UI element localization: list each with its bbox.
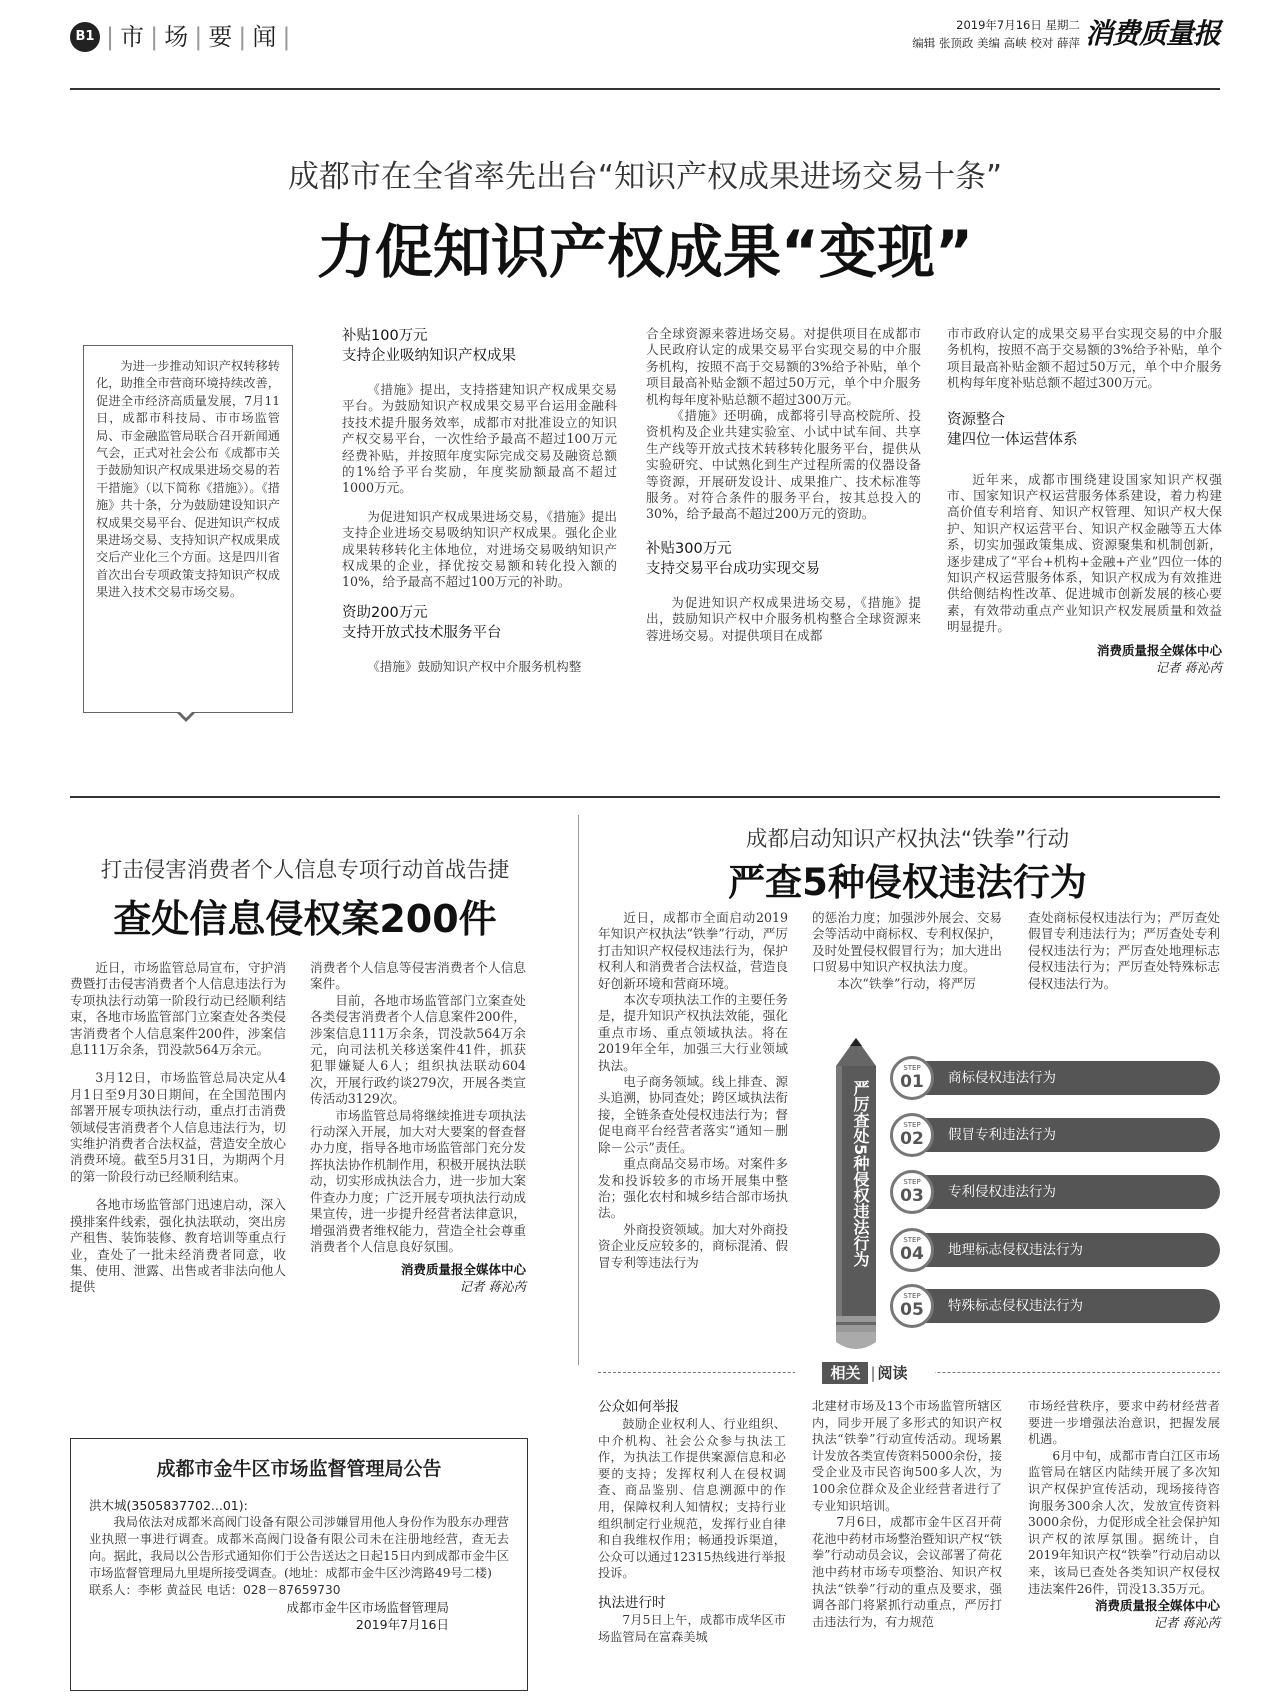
step-item	[890, 1228, 1220, 1270]
subhead: 资助200万元	[342, 604, 428, 621]
section-char: 闻	[252, 23, 277, 51]
step-item	[890, 1284, 1220, 1326]
related-col1	[598, 1398, 786, 1698]
notice-date: 2019年7月16日	[355, 1617, 449, 1632]
related-col3	[1028, 1398, 1220, 1698]
section-rule	[70, 796, 1220, 798]
paragraph: 《措施》还明确，成都将引导高校院所、投资机构及企业共建实验室、小试中试车间、共享生产线等开放式技术转移转化服务平台，提供从实验研究、中试熟化到生产过程所需的仪器设备等资源，开展研发设计、成果推广、技术标准等服务。对符合条件的服务平台，按其总投入的30%，给予最高不超过200万元的资助。	[646, 408, 921, 522]
reporter-name	[310, 1278, 526, 1295]
step-number: 03	[900, 1186, 924, 1206]
paragraph: 《措施》鼓励知识产权中介服务机构整	[367, 658, 582, 674]
step-caption: STEP	[903, 1121, 921, 1129]
paragraph: 近日，市场监管总局宣布，守护消费暨打击侵害消费者个人信息违法行为专项执法行动第一阶段行动已经顺利结束，各地市场监管部门立案查处各类侵害消费者个人信息案件200件，涉案信息111万余条，罚没款564万余元。	[70, 960, 286, 1058]
subhead: 补贴100万元	[342, 328, 428, 344]
paragraph: 近日，成都市全面启动2019年知识产权执法“铁拳”行动，严厉打击知识产权侵权违法行为，保护权利人和消费者合法权益，营造良好创新环境和营商环境。	[598, 910, 788, 991]
subhead: 资源整合	[947, 411, 1005, 428]
paragraph: 的惩治力度；加强涉外展会、交易会等活动中商标权、专利权保护，及时处置侵权假冒行为；加大进出口贸易中知识产权执法力度。	[812, 910, 1002, 975]
paragraph: 7月6日，成都市金牛区召开荷花池中药材市场整治暨知识产权“铁拳”行动动员会议，会议部署了荷花池中药材市场专项整治、知识产权执法“铁拳”行动的重点及要求，强调各部门将紧抓行动重点，严厉打击违法行为，有力规范	[812, 1515, 1002, 1629]
lead-box-pointer-inner	[178, 710, 194, 718]
paragraph: 电子商务领域。线上排查、源头追溯，协同查处；跨区域执法衔接，全链条查处侵权违法行为；督促电商平台经营者落实“通知－删除－公示”责任。	[598, 1074, 788, 1155]
step-label: 特殊标志侵权违法行为	[920, 1289, 1220, 1323]
step-badge	[890, 1056, 934, 1100]
paragraph: 查处商标侵权违法行为；严厉查处假冒专利违法行为；严厉查处专利侵权违法行为；严厉查处地理标志侵权违法行为；严厉查处特殊标志侵权违法行为。	[1028, 910, 1220, 991]
step-number: 04	[900, 1244, 924, 1264]
byline: 消费质量报全媒体中心	[1094, 1598, 1220, 1614]
step-number: 02	[900, 1129, 924, 1149]
notice-signer: 成都市金牛区市场监督管理局	[286, 1600, 449, 1615]
byline: 消费质量报全媒体中心	[400, 1262, 526, 1278]
reporter-name	[1028, 1614, 1220, 1631]
reporter-text: 记者 蒋沁芮	[1155, 659, 1222, 675]
article3-kicker: 成都启动知识产权执法“铁拳”行动	[745, 827, 1070, 852]
paragraph: 本次“铁拳”行动，将严厉	[837, 975, 977, 991]
subhead: 建四位一体运营体系	[947, 431, 1078, 448]
subhead: 公众如何举报	[598, 1399, 679, 1415]
notice-body: 我局依法对成都米高阀门设备有限公司涉嫌冒用他人身份作为股东办理营业执照一事进行调查。成都米高阀门设备有限公司未在注册地经营，查无去向。据此，我局以公告形式通知你们于公告送达之日起15日内到成都市金牛区市场监督管理局九里堤所接受调查。(地址：成都市金牛区沙湾路49号二楼)	[89, 1515, 509, 1580]
step-caption: STEP	[903, 1236, 921, 1244]
article2-col1	[70, 960, 286, 1395]
paragraph: 外商投资领域。加大对外商投资企业反应较多的，商标混淆、假冒专利等违法行为	[598, 1221, 788, 1270]
paragraph: 市场监管总局将继续推进专项执法行动深入开展，加大对大要案的督查督办力度，指导各地市场监管部门充分发挥执法协作机制作用，积极开展执法联动，切实形成执法合力，进一步加大案件查办力度；广泛开展专项执法行动成果宣传，进一步提升经营者法律意识，增强消费者维权能力，营造全社会尊重消费者个人信息良好氛围。	[310, 1107, 526, 1254]
page-header	[70, 10, 1220, 60]
step-item	[890, 1056, 1220, 1098]
related-tag-b: 阅读	[877, 1364, 908, 1382]
step-number: 01	[900, 1072, 924, 1092]
paragraph: 各地市场监管部门迅速启动，深入摸排案件线索，强化执法联动，突出房产租售、装饰装修、教育培训等重点行业，查处了一批未经消费者同意，收集、使用、泄露、出售或者非法向他人提供	[70, 1197, 286, 1295]
pencil-text: 严厉查处5种侵权违法行为	[851, 1080, 870, 1268]
section-char: 要	[208, 23, 233, 51]
step-badge	[890, 1170, 934, 1214]
step-item	[890, 1170, 1220, 1212]
paragraph: 本次专项执法工作的主要任务是，提升知识产权执法效能，强化重点市场、重点领域执法。将在2019年全年，加强三大行业领域执法。	[598, 992, 788, 1073]
section-divider: |	[238, 23, 247, 51]
section-divider: |	[282, 23, 291, 51]
related-tag-a: 相关	[822, 1362, 868, 1384]
page-number-badge: B1	[70, 22, 100, 52]
paragraph: 目前，各地市场监管部门立案查处各类侵害消费者个人信息案件200件，涉案信息111万余条，罚没款564万余元，向司法机关移送案件41件，抓获犯罪嫌疑人6人；组织执法联动604次，开展行政约谈279次，开展各类宣传活动3129次。	[310, 992, 526, 1107]
paragraph: 《措施》提出，支持搭建知识产权成果交易平台。为鼓励知识产权成果交易平台运用金融科技技术提升服务效率，成都市对批准设立的知识产权交易平台，一次性给予最高不超过100万元经费补贴，并按照年度实际完成交易及融资总额的1%给予平台奖励，年度奖励额最高不超过1000万元。	[342, 382, 617, 496]
pencil-graphic	[828, 1038, 884, 1356]
article1-col1	[342, 326, 617, 746]
article1-col3	[947, 326, 1222, 746]
related-col2	[812, 1398, 1002, 1698]
article1-kicker: 成都市在全省率先出台“知识产权成果进场交易十条”	[287, 159, 1003, 195]
subhead: 执法进行时	[598, 1594, 666, 1611]
article1-lead-box	[83, 345, 293, 713]
editor-credits: 编辑 张顶政 美编 高峡 校对 薛萍	[912, 36, 1080, 50]
byline: 消费质量报全媒体中心	[1096, 642, 1222, 658]
article3-col1	[598, 910, 788, 1340]
notice-title: 成都市金牛区市场监督管理局公告	[156, 1458, 442, 1480]
step-caption: STEP	[903, 1178, 921, 1186]
step-item	[890, 1113, 1220, 1155]
reporter-text: 记者 蒋沁芮	[459, 1279, 526, 1295]
notice-box	[70, 1438, 528, 1691]
section-char: 场	[164, 23, 189, 51]
paragraph: 7月5日上午，成都市成华区市场监管局在富森美城	[598, 1612, 786, 1644]
paragraph: 近年来，成都市围绕建设国家知识产权强市、国家知识产权运营服务体系建设，着力构建高价值专利培育、知识产权管理、知识产权大保护、知识产权运营平台、知识产权金融等五大体系，切实加强政策集成、资源聚集和机制创新，逐步建成了“平台+机构+金融+产业”四位一体的知识产权运营服务体系，知识产权成为有效推进供给侧结构性改革、促进城市创新发展的核心要素，有效带动重点产业知识产权发展质量和效益明显提升。	[947, 471, 1222, 635]
article2-headline: 查处信息侵权案200件	[113, 897, 497, 941]
subhead: 支持交易平台成功实现交易	[646, 560, 820, 577]
section-divider: |	[106, 23, 115, 51]
article2-col2	[310, 960, 526, 1395]
reporter-name	[947, 659, 1222, 676]
step-caption: STEP	[903, 1064, 921, 1072]
notice-recipient: 洪木城(3505837702...01):	[89, 1498, 248, 1513]
step-label: 专利侵权违法行为	[920, 1175, 1220, 1209]
subhead: 补贴300万元	[646, 540, 732, 557]
paragraph: 合全球资源来蓉进场交易。对提供项目在成都市人民政府认定的成果交易平台实现交易的中介服务机构，按照不高于交易额的3%给予补贴，单个项目最高补贴金额不超过50万元，单个中介服务机构每年度补贴总额不超过300万元。	[646, 326, 921, 407]
column-divider	[578, 815, 579, 1365]
paragraph: 消费者个人信息等侵害消费者个人信息案件。	[310, 960, 526, 992]
article3-col2	[812, 910, 1002, 1020]
paragraph: 6月中旬，成都市青白江区市场监管局在辖区内陆续开展了多次知识产权保护宣传活动，现场接待咨询服务300余人次，发放宣传资料3000余份，力促形成全社会保护知识产权的浓厚氛围。据统计，自2019年知识产权“铁拳”行动启动以来，该局已查处各类知识产权侵权违法案件26件，罚没13.35万元。	[1028, 1448, 1220, 1596]
step-number: 05	[900, 1300, 924, 1320]
step-badge	[890, 1228, 934, 1272]
paragraph: 鼓励企业权利人、行业组织、中介机构、社会公众参与执法工作，为执法工作提供案源信息和必要的支持；发挥权利人在侵权调查、商品鉴别、信息溯源中的作用，保障权利人知情权；支持行业组织制定行业规范，发挥行业自律和自我维权作用；畅通投诉渠道，公众可以通过12315热线进行举报投诉。	[598, 1417, 786, 1581]
paragraph: 重点商品交易市场。对案件多发和投诉较多的市场开展集中整治；强化农村和城乡结合部市场执法。	[598, 1156, 788, 1221]
section-name	[106, 22, 290, 52]
paragraph: 市市政府认定的成果交易平台实现交易的中介服务机构，按照不高于交易额的3%给予补贴，单个项目最高补贴金额不超过50万元，单个中介服务机构每年度补贴总额不超过300万元。	[947, 326, 1222, 391]
step-label: 假冒专利违法行为	[920, 1118, 1220, 1152]
notice-contact: 联系人：李彬 黄益民 电话：028－87659730	[89, 1583, 341, 1597]
article2-kicker: 打击侵害消费者个人信息专项行动首战告捷	[100, 858, 510, 883]
paragraph: 3月12日，市场监管总局决定从4月1日至9月30日期间，在全国范围内部署开展专项执法行动，重点打击消费领域侵害消费者个人信息违法行为，切实维护消费者合法权益，营造安全放心消费环境。截至5月31日，为期两个月的第一阶段行动已经顺利结束。	[70, 1070, 286, 1184]
lead-text: 为进一步推动知识产权转移转化，助推全市营商环境持续改善，促进全市经济高质量发展，7月11日，成都市科技局、市市场监管局、市金融监管局联合召开新闻通气会，正式对社会公布《成都市关于鼓励知识产权成果进场交易的若干措施》（以下简称《措施》）。《措施》共十条，分为鼓励建设知识产权成果交易平台、促进知识产权成果进场交易、支持知识产权成果成交后产业化三个方面。这是四川省首次出台专项政策支持知识产权成果进入技术交易市场交易。	[96, 359, 280, 600]
steps-list	[890, 1056, 1220, 1334]
section-char: 市	[120, 23, 145, 51]
section-divider: |	[194, 23, 203, 51]
reporter-text: 记者 蒋沁芮	[1153, 1615, 1220, 1631]
header-rule	[70, 88, 1220, 90]
issue-date: 2019年7月16日 星期二	[956, 18, 1080, 32]
related-tag	[795, 1362, 935, 1384]
paragraph: 为促进知识产权成果进场交易，《措施》提出，鼓励知识产权中介服务机构整合全球资源来蓉进场交易。对提供项目在成都	[646, 594, 921, 643]
article3-headline: 严查5种侵权违法行为	[728, 861, 1087, 904]
related-tag-divider: |	[870, 1364, 876, 1382]
subhead: 支持开放式技术服务平台	[342, 624, 502, 641]
paragraph: 北建材市场及13个市场监管所辖区内，同步开展了多形式的知识产权执法“铁拳”行动宣传活动。现场累计发放各类宣传资料5000余份，接受企业及市民咨询500多人次，为100余位群众及企业经营者进行了专业知识培训。	[812, 1399, 1002, 1513]
article1-headline: 力促知识产权成果“变现”	[316, 218, 974, 286]
step-label: 地理标志侵权违法行为	[920, 1233, 1220, 1267]
step-badge	[890, 1113, 934, 1157]
paragraph: 市场经营秩序，要求中药材经营者要进一步增强法治意识，把握发展机遇。	[1028, 1399, 1220, 1447]
section-divider: |	[150, 23, 159, 51]
step-badge	[890, 1284, 934, 1328]
article3-col3	[1028, 910, 1220, 1020]
paragraph: 为促进知识产权成果进场交易，《措施》提出支持企业进场交易吸纳知识产权成果。强化企业成果转移转化主体地位，对进场交易吸纳知识产权成果的企业，择优按交易额和转化投入额的10%，给予最高不超过100万元的补助。	[342, 508, 617, 590]
article1-col2	[646, 326, 921, 746]
step-label: 商标侵权违法行为	[920, 1061, 1220, 1095]
masthead-logo: 消费质量报	[1084, 17, 1220, 50]
step-caption: STEP	[903, 1292, 921, 1300]
subhead: 支持企业吸纳知识产权成果	[342, 348, 516, 364]
